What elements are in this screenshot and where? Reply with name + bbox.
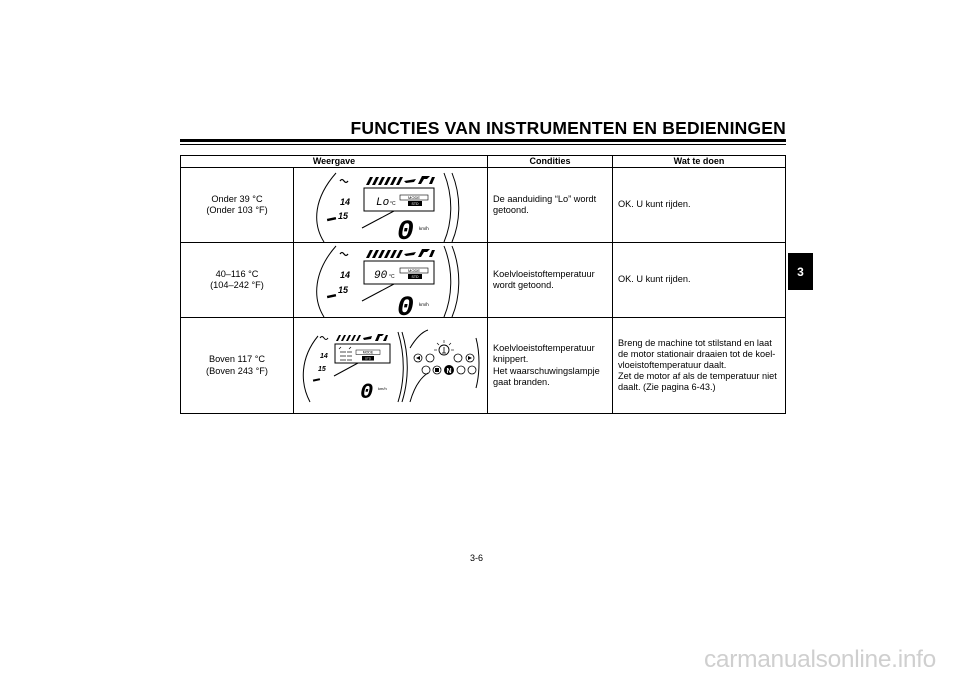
meter-illustration-warning — [294, 318, 488, 414]
speed-unit: km/h — [419, 226, 429, 231]
temperature-range: 40–116 °C (104–242 °F) — [181, 243, 294, 318]
unit-symbol: °C — [389, 274, 395, 280]
indicator-cluster — [414, 340, 476, 375]
meter-panel-graphic — [294, 168, 488, 242]
mode-label: MODE — [408, 195, 420, 200]
tach-label: 15 — [318, 366, 326, 373]
temperature-reading: Lo — [376, 197, 390, 209]
action-text: Breng de machine tot stilstand en laat de motor stationair draaien tot de koel-vloeistoftemperatuur daalt. Zet de motor af als de temperatuur niet daalt. (Zie pagina 6-43.) — [613, 318, 786, 414]
meter-illustration-normal — [294, 243, 488, 318]
condition-text: Koelvloeistoftemperatuur knippert. Het waarschuwingslampje gaat branden. — [488, 318, 613, 414]
speed-reading: 0 — [397, 217, 414, 242]
condition-text: De aanduiding “Lo” wordt getoond. — [488, 168, 613, 243]
meter-panel-graphic — [294, 243, 488, 317]
temperature-reading: 90 — [374, 270, 388, 282]
speed-unit: km/h — [378, 386, 387, 391]
tach-label: 14 — [340, 270, 351, 280]
page-title: FUNCTIES VAN INSTRUMENTEN EN BEDIENINGEN — [350, 118, 786, 138]
rpm-mark-icon — [340, 253, 348, 256]
table-header-row — [181, 156, 786, 168]
page-number: 3-6 — [470, 553, 484, 563]
speed-unit: km/h — [419, 302, 429, 307]
action-text: OK. U kunt rijden. — [613, 168, 786, 243]
speed-reading: 0 — [397, 293, 414, 317]
table-row — [181, 243, 786, 318]
table-row — [181, 168, 786, 243]
mode-value: STD — [411, 202, 419, 206]
title-rule-thin — [180, 144, 786, 145]
mode-label: MODE — [408, 268, 420, 273]
speed-reading: 0 — [360, 380, 374, 405]
unit-symbol: °C — [390, 201, 396, 207]
mode-value: STD — [365, 356, 371, 361]
high-beam-icon — [454, 354, 462, 362]
column-header-display: Weergave — [181, 156, 488, 168]
meter-illustration-lo — [294, 168, 488, 243]
tach-label: 14 — [340, 197, 351, 207]
flashing-temperature-reading — [339, 347, 352, 360]
chapter-tab[interactable]: 3 — [788, 253, 813, 290]
rpm-mark-icon — [340, 180, 348, 183]
neutral-letter: N — [446, 368, 452, 375]
column-header-action: Wat te doen — [613, 156, 786, 168]
action-text: OK. U kunt rijden. — [613, 243, 786, 318]
tach-label: 15 — [338, 211, 349, 221]
temperature-range: Onder 39 °C (Onder 103 °F) — [181, 168, 294, 243]
title-rule — [180, 139, 786, 142]
table-row — [181, 318, 786, 414]
tach-label: 15 — [338, 285, 349, 295]
tach-label: 14 — [320, 353, 328, 360]
watermark: carmanualsonline.info — [703, 646, 936, 673]
rpm-mark-icon — [320, 337, 328, 340]
mode-value: STD — [411, 275, 419, 279]
condition-text: Koelvloeistoftemperatuur wordt getoond. — [488, 243, 613, 318]
meter-panel-graphic — [294, 318, 488, 413]
column-header-conditions: Condities — [488, 156, 613, 168]
mode-label: MODE — [362, 350, 374, 355]
temperature-range: Boven 117 °C (Boven 243 °F) — [181, 318, 294, 414]
temperature-table — [180, 155, 786, 414]
